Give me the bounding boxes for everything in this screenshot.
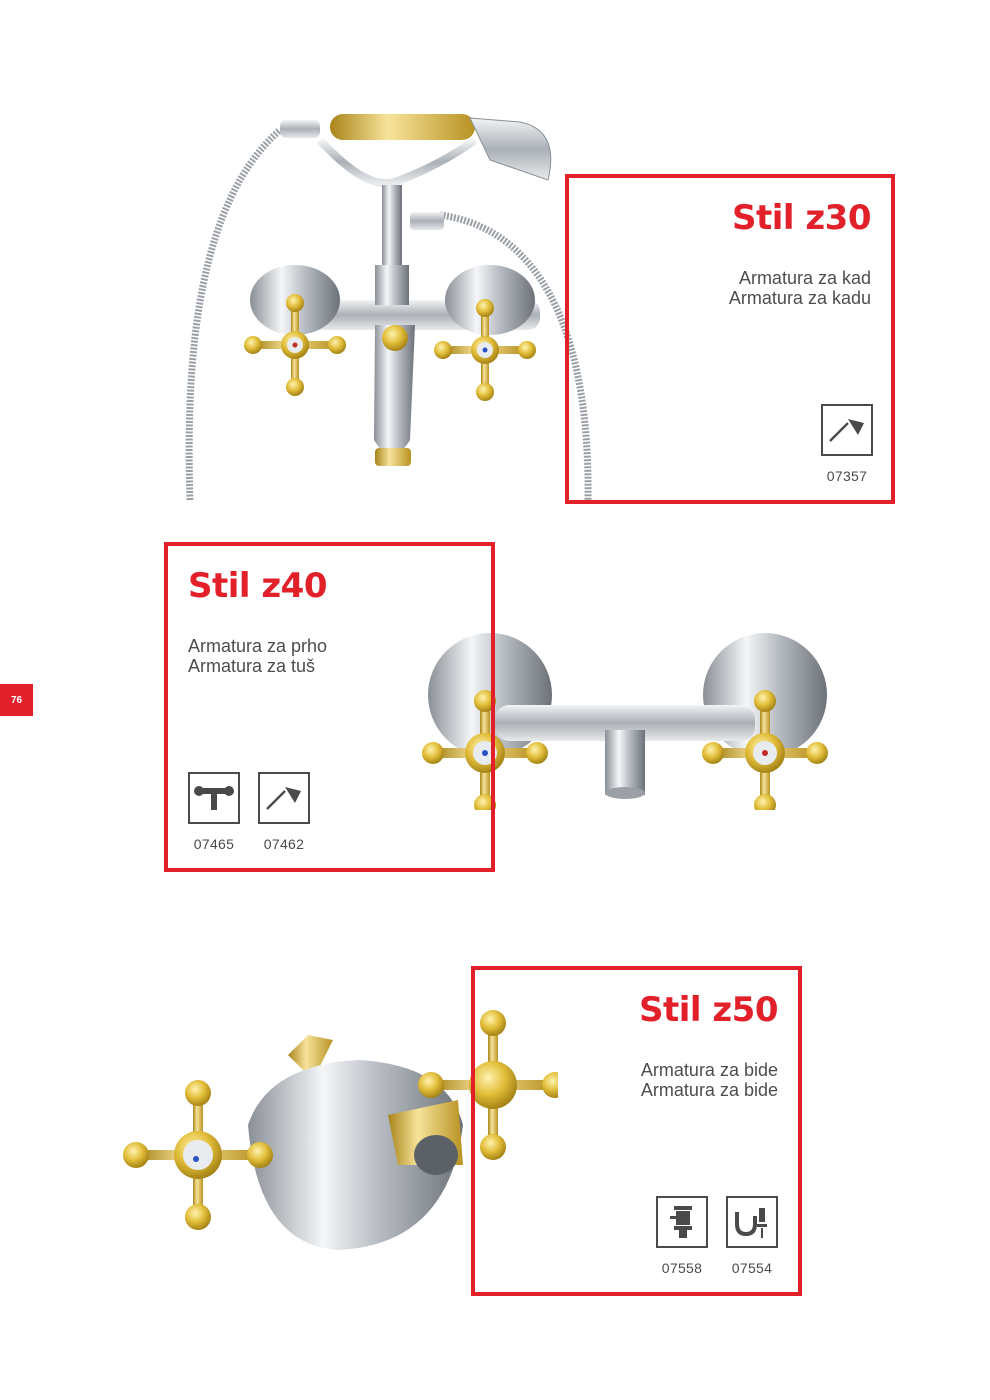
product-title: Stil z30 [732, 198, 871, 238]
code-list [656, 1196, 778, 1276]
product-code [726, 1196, 778, 1276]
description-line: Armatura za prho [188, 636, 328, 656]
product-card-stil-z50 [471, 966, 802, 1296]
bath-mixer-image [170, 100, 610, 505]
product-code [188, 772, 240, 852]
code-number: 07462 [263, 836, 305, 852]
code-list [188, 772, 310, 852]
code-number: 07558 [661, 1260, 703, 1276]
product-title: Stil z50 [639, 990, 778, 1030]
shower-mixer-icon [188, 772, 240, 824]
page-number: 76 [10, 694, 23, 706]
description-line: Armatura za tuš [188, 656, 316, 676]
description-line: Armatura za bide [640, 1060, 778, 1080]
handshower-icon [821, 404, 873, 456]
handshower-icon [258, 772, 310, 824]
product-code [821, 404, 873, 484]
product-description [641, 1060, 778, 1100]
product-code [656, 1196, 708, 1276]
code-number: 07554 [731, 1260, 773, 1276]
description-line: Armatura za bide [640, 1080, 778, 1100]
product-card-stil-z30 [565, 174, 895, 504]
product-card-stil-z40 [164, 542, 495, 872]
code-number: 07465 [193, 836, 235, 852]
product-description [729, 268, 871, 308]
code-number: 07357 [826, 468, 868, 484]
description-line: Armatura za kadu [728, 288, 871, 308]
code-list [821, 404, 873, 484]
product-title: Stil z40 [188, 566, 327, 606]
product-description [188, 636, 327, 676]
drain-valve-icon [656, 1196, 708, 1248]
page-number-tab [0, 684, 33, 716]
product-code [258, 772, 310, 852]
description-line: Armatura za kad [738, 268, 871, 288]
siphon-icon [726, 1196, 778, 1248]
